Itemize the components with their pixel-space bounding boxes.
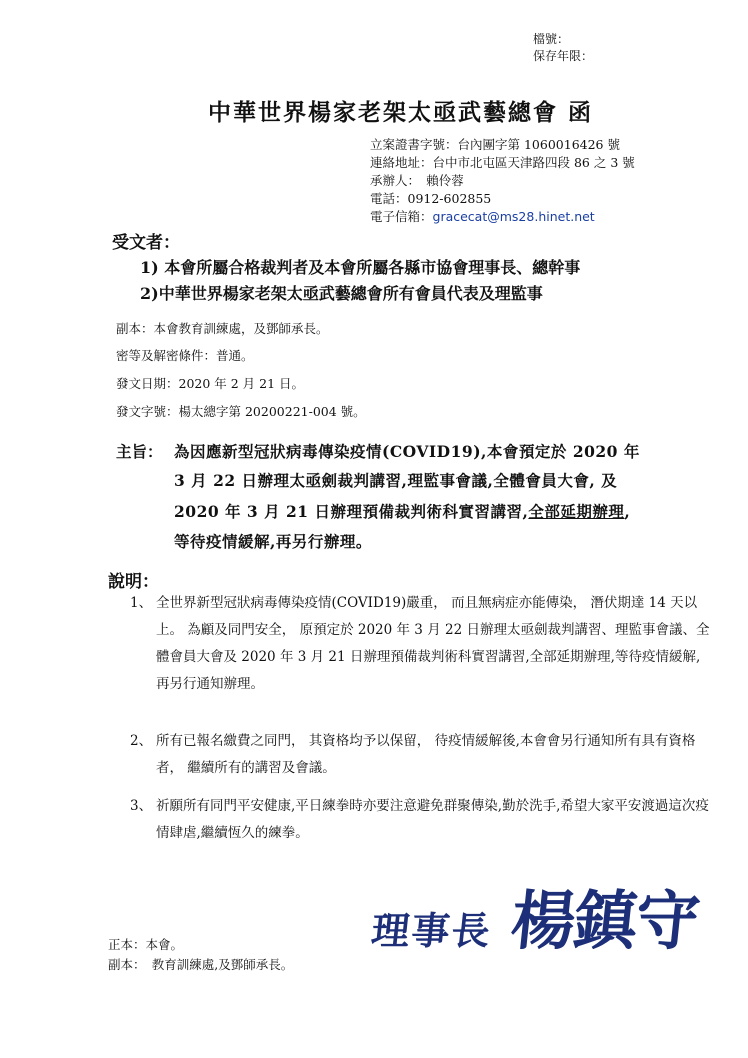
original-recipient-line: 正本：本會。 xyxy=(108,937,184,952)
contact-phone: 電話：0912-602855 xyxy=(370,191,492,206)
item-number: 2、 xyxy=(130,733,153,749)
contact-email-row xyxy=(370,208,635,226)
explanation-label: 說明： xyxy=(108,572,159,592)
contact-address: 連絡地址：台中市北屯區天津路四段 86 之 3 號 xyxy=(370,155,635,170)
email-link[interactable]: gracecat@ms28.hinet.net xyxy=(432,209,595,224)
item-number: 1、 xyxy=(130,595,153,611)
subject-line-3-text: 2020 年 3 月 21 日辦理預備裁判術科實習講習, xyxy=(174,502,529,521)
recipient-item-1: 1) 本會所屬合格裁判者及本會所屬各縣市協會理事長、總幹事 xyxy=(140,258,581,277)
email-label: 電子信箱： xyxy=(370,209,433,224)
item-text: 祈願所有同門平安健康,平日練拳時亦要注意避免群聚傳染,勤於洗手,希望大家平安渡過這次疫情肆虐,繼續恆久的練拳。 xyxy=(156,798,709,841)
subject-line-3 xyxy=(174,500,630,522)
cc-line: 副本：本會教育訓練處，及鄧師承長。 xyxy=(116,321,329,336)
copy-recipient-line: 副本： 教育訓練處,及鄧師承長。 xyxy=(108,957,294,972)
retention-label: 保存年限： xyxy=(533,49,594,63)
signature-title: 理事長 xyxy=(369,908,495,953)
registration-number: 立案證書字號：台內團字第 1060016426 號 xyxy=(370,137,620,152)
item-number: 3、 xyxy=(130,798,153,814)
item-text: 全世界新型冠狀病毒傳染疫情(COVID19)嚴重， 而且無病症亦能傳染， 潛伏期達 14 天以上。 為顧及同門安全， 原預定於 2020 年 3 月 22 日辦理太亟劍裁判講習、理監事會議、全體會員大會及 2020 年 3 月 21 日辦理預備裁判術科實習講習,全部延期辦理,等待疫情緩解,再另行通知辦理。 xyxy=(156,595,710,692)
handler-name: 承辦人： 賴伶蓉 xyxy=(370,173,464,188)
document-number-line: 發文字號：楊太總字第 20200221-004 號。 xyxy=(116,404,366,419)
issue-date-line: 發文日期：2020 年 2 月 21 日。 xyxy=(116,376,305,391)
subject-line-4: 等待疫情緩解,再另行辦理。 xyxy=(174,532,372,551)
security-line: 密等及解密條件：普通。 xyxy=(116,348,254,363)
postponed-emphasis: 全部延期辦理 xyxy=(528,502,625,521)
file-number-label: 檔號： xyxy=(533,32,570,46)
signature-name: 楊鎮守 xyxy=(507,884,702,959)
recipient-item-2: 2)中華世界楊家老架太亟武藝總會所有會員代表及理監事 xyxy=(140,284,543,303)
item-text: 所有已報名繳費之同門， 其資格均予以保留， 待疫情緩解後,本會會另行通知所有具有資格者， 繼續所有的講習及會議。 xyxy=(156,733,696,776)
subject-label: 主旨： xyxy=(116,442,163,461)
recipients-label: 受文者： xyxy=(112,233,180,253)
subject-line-2: 3 月 22 日辦理太亟劍裁判講習,理監事會議,全體會員大會, 及 xyxy=(174,471,618,490)
subject-line-1: 為因應新型冠狀病毒傳染疫情(COVID19),本會預定於 2020 年 xyxy=(174,442,640,461)
document-title: 中華世界楊家老架太亟武藝總會 函 xyxy=(208,99,594,126)
contact-block xyxy=(370,136,635,226)
subject-line-3-end: , xyxy=(624,502,631,521)
